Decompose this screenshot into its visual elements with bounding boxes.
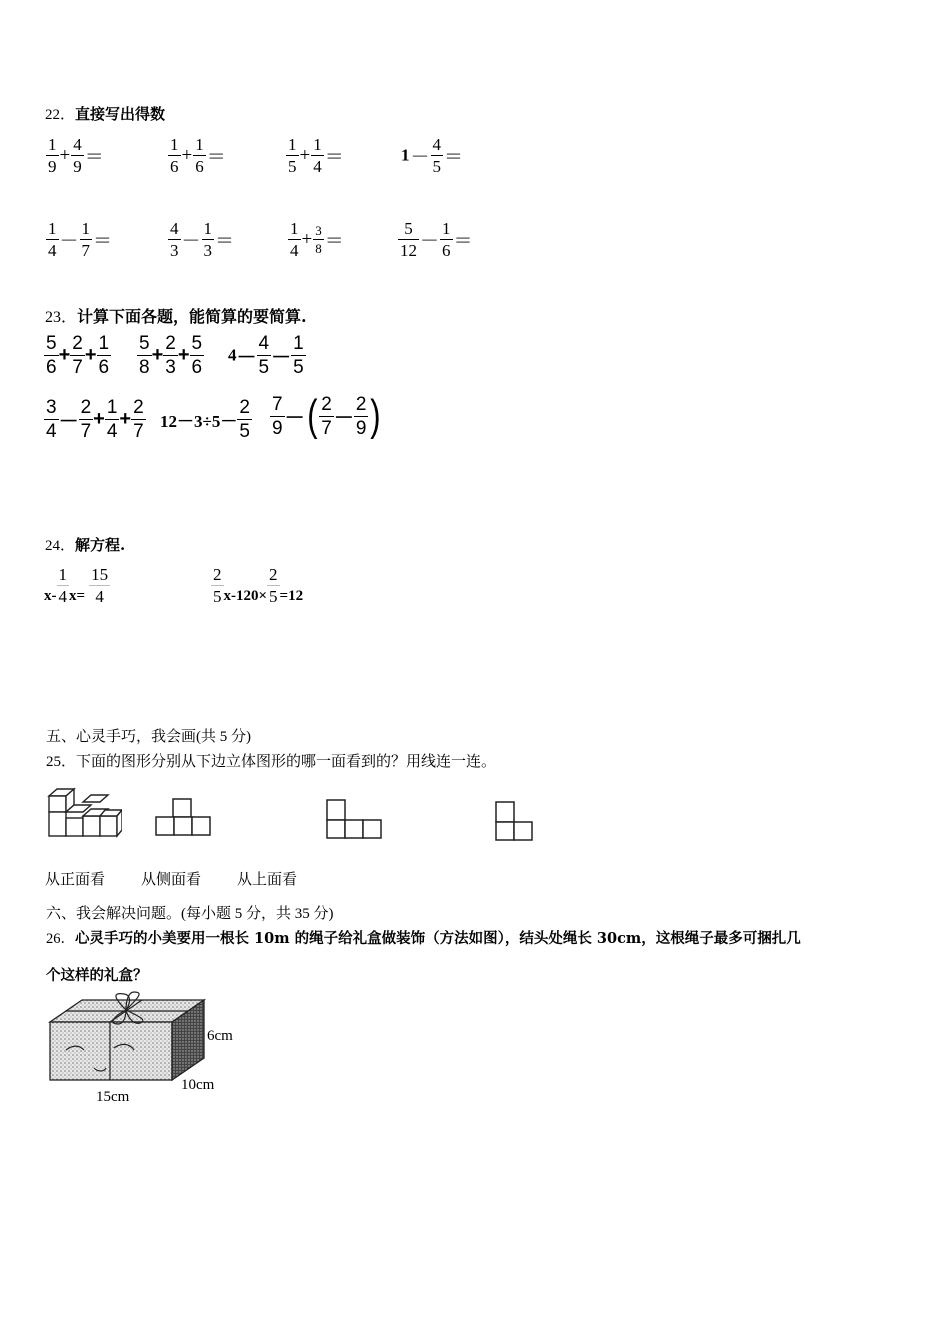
view-label-top: 从上面看 — [237, 870, 298, 888]
view-figure-2 — [325, 798, 383, 842]
section-5-title: 五、心灵手巧，我会画(共 5 分) — [46, 729, 251, 745]
q23-expr-1: $\frac{5}{6}$ + $\frac{2}{7}$ + $\frac{1}{6}$ — [46, 333, 110, 378]
view-figure-1 — [154, 797, 212, 839]
view-label-side: 从侧面看 — [141, 870, 202, 888]
q22-expr-2: $\frac{1}{6}$ + $\frac{1}{6}$ ＝ — [170, 135, 226, 176]
view-figure-3 — [494, 800, 536, 844]
q26-line-2: 个这样的礼盒？ — [46, 967, 148, 984]
q23-expr-5: 12－3÷5－ $\frac{2}{5}$ — [160, 397, 250, 442]
dim-length: 15cm — [96, 1089, 130, 1105]
q22-expr-1: $\frac{1}{9}$ + $\frac{4}{9}$ ＝ — [48, 135, 104, 176]
dim-height: 6cm — [207, 1028, 233, 1044]
section-6-title: 六、我会解决问题。(每小题 5 分，共 35 分) — [46, 906, 334, 922]
q23-expr-3: 4－ $\frac{4}{5}$ － $\frac{1}{5}$ — [228, 333, 304, 378]
gift-box-figure — [44, 990, 254, 1105]
q23-expr-2: $\frac{5}{8}$ + $\frac{2}{3}$ + $\frac{5}{6}$ — [139, 333, 203, 378]
q22-expr-5: $\frac{1}{4}$ － $\frac{1}{7}$ ＝ — [48, 219, 113, 260]
q23-expr-6: $\frac{7}{9}$ －( $\frac{2}{7}$ － $\frac{2}{9}$ ) — [272, 391, 381, 440]
q22-expr-8: $\frac{5}{12}$ － $\frac{1}{6}$ ＝ — [400, 219, 473, 260]
q23-expr-4: $\frac{3}{4}$ － $\frac{2}{7}$ + $\frac{1}{4}$ + $\frac{2}{7}$ — [46, 397, 144, 442]
q24-title: 24．解方程. — [45, 536, 126, 554]
q23-title: 23．计算下面各题，能简算的要简算. — [45, 307, 307, 326]
dim-width: 10cm — [181, 1077, 215, 1093]
q25-title: 25．下面的图形分别从下边立体图形的哪一面看到的？用线连一连。 — [46, 752, 497, 770]
q22-expr-4: 1－ $\frac{4}{5}$ ＝ — [401, 135, 464, 176]
view-label-front: 从正面看 — [45, 870, 106, 888]
q22-expr-3: $\frac{1}{5}$ + $\frac{1}{4}$ ＝ — [288, 135, 344, 176]
cube-solid-figure — [44, 786, 122, 842]
q22-expr-7: $\frac{1}{4}$ + $\frac{3}{8}$ ＝ — [290, 219, 344, 260]
q22-expr-6: $\frac{4}{3}$ － $\frac{1}{3}$ ＝ — [170, 219, 235, 260]
q22-title: 22．直接写出得数 — [45, 105, 166, 123]
q24-equation-2: $\frac{2}{5}$ x-120× $\frac{2}{5}$ =12 — [213, 565, 304, 606]
q24-equation-1: x- $\frac{1}{4}$ x= $\frac{15}{4}$ — [44, 565, 109, 606]
q26-line-1: 26．心灵手巧的小美要用一根长 10m 的绳子给礼盒做装饰（方法如图），结头处绳长 30cm，这根绳子最多可捆扎几 — [46, 930, 801, 947]
